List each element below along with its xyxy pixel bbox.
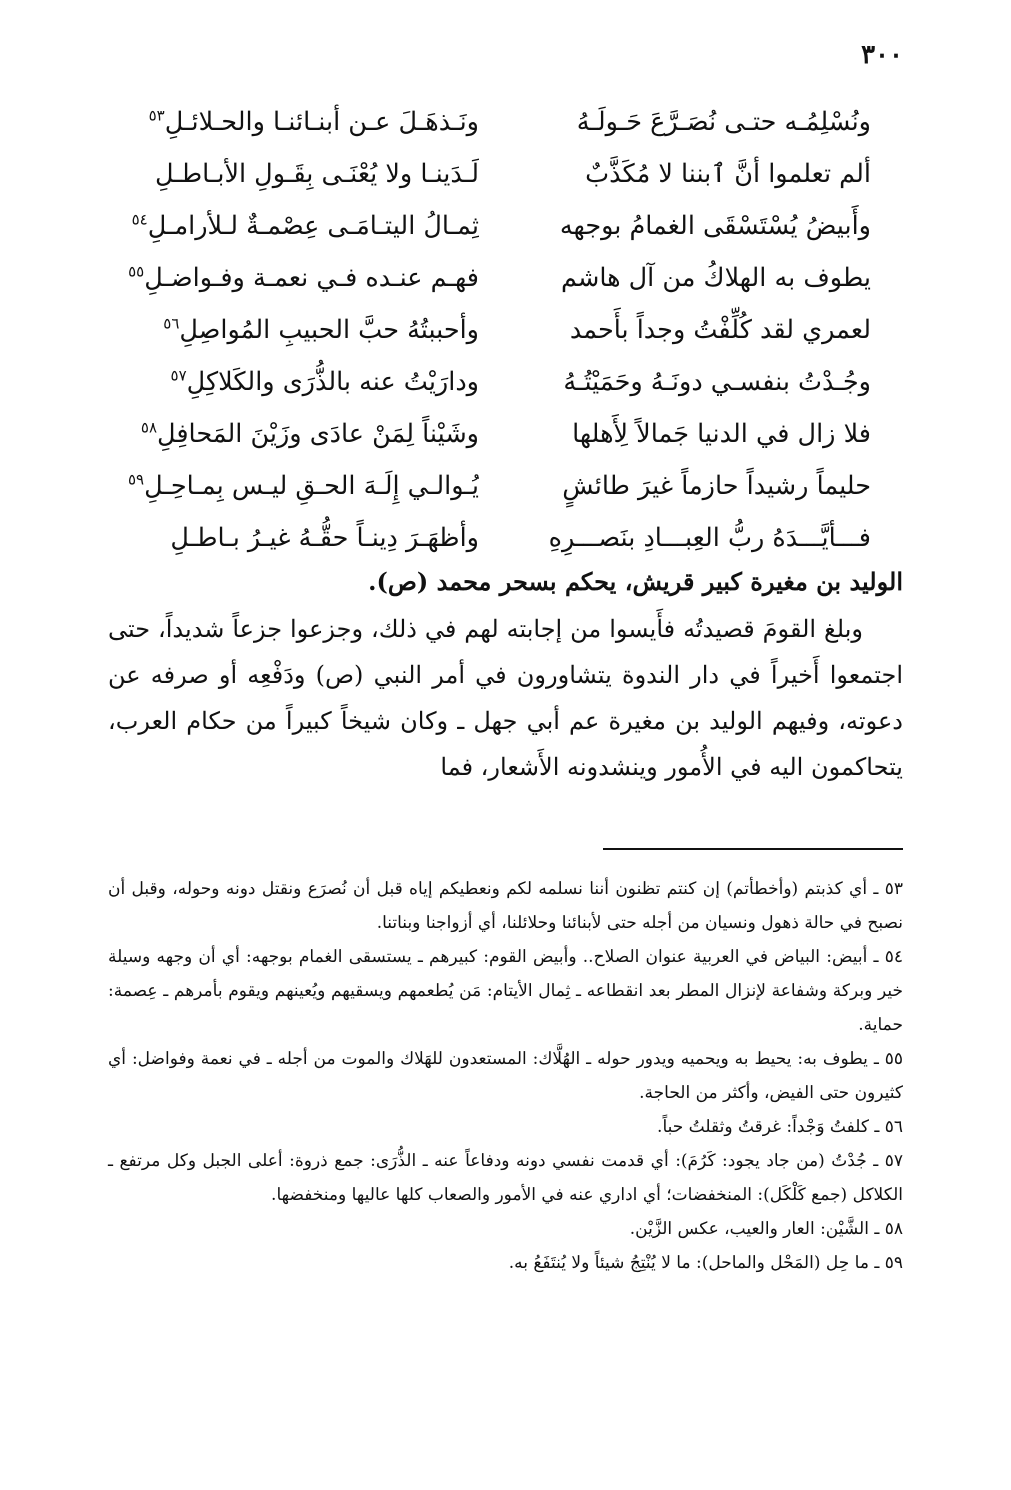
verse <box>109 460 871 512</box>
footnote: ٥٦ ـ كلفتُ وَجْداً: غرقتُ وثقلتُ حباً. <box>657 1117 903 1137</box>
verse-second-text: ثِمـالُ اليتـامَـى عِصْمـةٌ لـلأرامـلِ <box>147 211 479 241</box>
poem <box>109 96 871 566</box>
footnote-marker: ٥٧ <box>170 366 187 385</box>
verse-second-hemistich <box>109 304 479 356</box>
verse-second-hemistich <box>109 460 479 512</box>
verse-first-hemistich: لعمري لقد كُلِّفْتُ وجداً بأَحمد <box>569 315 871 345</box>
footnote: ٥٨ ـ الشَّيْن: العار والعيب، عكس الزَّيْن. <box>629 1219 903 1239</box>
footnote-divider <box>603 848 903 850</box>
verse <box>109 96 871 148</box>
footnotes <box>108 872 903 1280</box>
verse <box>109 512 871 564</box>
body-text <box>108 606 903 790</box>
verse <box>109 408 871 460</box>
verse-first-hemistich: فـــأيَّـــدَهُ ربُّ العِبـــادِ بنَصـــرِهِ <box>548 523 871 553</box>
verse-second-text: ونَـذهَـلَ عـن أبنـائنـا والحـلائـلِ <box>164 107 479 137</box>
verse-first-hemistich: حليماً رشيداً حازماً غيرَ طائشٍ <box>562 471 871 501</box>
verse-first-hemistich: يطوف به الهلاكُ من آل هاشم <box>561 263 871 293</box>
verse-first-hemistich: وأَبيضُ يُسْتَسْقَى الغمامُ بوجهه <box>559 211 871 241</box>
verse-second-text: وشَيْناً لِمَنْ عادَى وزَيْنَ المَحافِلِ <box>157 419 479 449</box>
footnote: ٥٥ ـ يطوف به: يحيط به ويحميه ويدور حوله ـ الهُلَّاك: المستعدون للهَلاك والموت من أجله ـ في نعمة وفواضل: أي كثيرون حتى الفيض، وأكثر من الحاجة. <box>108 1049 903 1103</box>
footnote: ٥٤ ـ أبيض: البياض في العربية عنوان الصلاح.. وأبيض القوم: كبيرهم ـ يستسقى الغمام بوجهه: أي أن وجهه وسيلة خير وبركة وشفاعة لإنزال المطر بعد انقطاعه ـ ثِمال الأيتام: مَن يُطعمهم ويسقيهم ويُعينهم ويقوم بأمرهم ـ عِصمة: حماية. <box>108 947 903 1035</box>
verse-second-text: وأحببتُهُ حبَّ الحبيبِ المُواصِلِ <box>179 315 479 345</box>
footnote-marker: ٥٦ <box>163 314 180 333</box>
verse-first-hemistich: ألم تعلموا أنَّ ٱبننا لا مُكَذَّبٌ <box>585 159 871 189</box>
paragraph: وبلغ القومَ قصيدتُه فأَيسوا من إجابته لهم في ذلك، وجزعوا جزعاً شديداً، حتى اجتمعوا أَخيراً في دار الندوة يتشاورون في أمر النبي (ص) ودَفْعِه أو صرفه عن دعوته، وفيهم الوليد بن مغيرة عم أبي جهل ـ وكان شيخاً كبيراً من حكام العرب، يتحاكمون اليه في الأُمور وينشدونه الأَشعار، فما <box>108 615 903 781</box>
verse-second-text: لَـدَينـا ولا يُعْنَـى بِقَـولِ الأبـاطـلِ <box>155 159 479 189</box>
verse-second-hemistich <box>109 356 479 408</box>
verse-second-text: فهـم عنـده فـي نعمـة وفـواضـلِ <box>144 263 479 293</box>
verse-first-hemistich: فلا زال في الدنيا جَمالاً لِأَهلها <box>572 419 871 449</box>
verse-first-hemistich: ونُسْلِمُـه حتـى نُصَـرَّعَ حَـولَـهُ <box>576 107 871 137</box>
verse-second-hemistich <box>109 408 479 460</box>
footnote-marker: ٥٤ <box>131 210 148 229</box>
verse-second-text: وأظهَـرَ دِينـاً حقُّـهُ غيـرُ بـاطـلِ <box>170 523 479 553</box>
verse-second-hemistich <box>109 200 479 252</box>
verse <box>109 148 871 200</box>
footnote: ٥٩ ـ ما حِل (المَحْل والماحل): ما لا يُنْتِجُ شيئاً ولا يُنتَفَعُ به. <box>508 1253 903 1273</box>
verse-second-hemistich <box>109 512 479 564</box>
verse-first-hemistich: وجُـدْتُ بنفسـي دونَـهُ وحَمَيْتُـهُ <box>563 367 871 397</box>
verse-second-text: يُـوالـي إِلَـهَ الحـقِ ليـس بِمـاحِـلِ <box>144 471 479 501</box>
verse <box>109 356 871 408</box>
footnote-marker: ٥٩ <box>128 470 145 489</box>
verse-second-hemistich <box>109 148 479 200</box>
footnote: ٥٣ ـ أي كذبتم (وأخطأتم) إن كنتم تظنون أننا نسلمه لكم ونعطيكم إياه قبل أن نُصرَع ونقتل دونه وحوله، وقبل أن نصبح في حالة ذهول ونسيان من أجله حتى لأبنائنا وحلائلنا، أي أزواجنا وبناتنا. <box>108 879 903 933</box>
section-heading: الوليد بن مغيرة كبير قريش، يحكم بسحر محمد (ص). <box>368 567 903 596</box>
verse-second-text: ودارَيْتُ عنه بالذُّرَى والكَلاكِلِ <box>186 367 479 397</box>
footnote-marker: ٥٥ <box>128 262 145 281</box>
page-number: ٣٠٠ <box>861 40 903 70</box>
verse <box>109 304 871 356</box>
footnote: ٥٧ ـ جُدْتُ (من جاد يجود: كَرُمَ): أي قدمت نفسي دونه ودفاعاً عنه ـ الذُّرَى: جمع ذروة: أعلى الجبل وكل مرتفع ـ الكلاكل (جمع كَلْكَل): المنخفضات؛ أي اداري عنه في الأمور والصعاب كلها عاليها ومنخفضها. <box>108 1151 903 1205</box>
verse-second-hemistich <box>109 96 479 148</box>
footnote-marker: ٥٣ <box>148 106 165 125</box>
footnote-marker: ٥٨ <box>140 418 158 437</box>
verse <box>109 200 871 252</box>
verse-second-hemistich <box>109 252 479 304</box>
verse <box>109 252 871 304</box>
